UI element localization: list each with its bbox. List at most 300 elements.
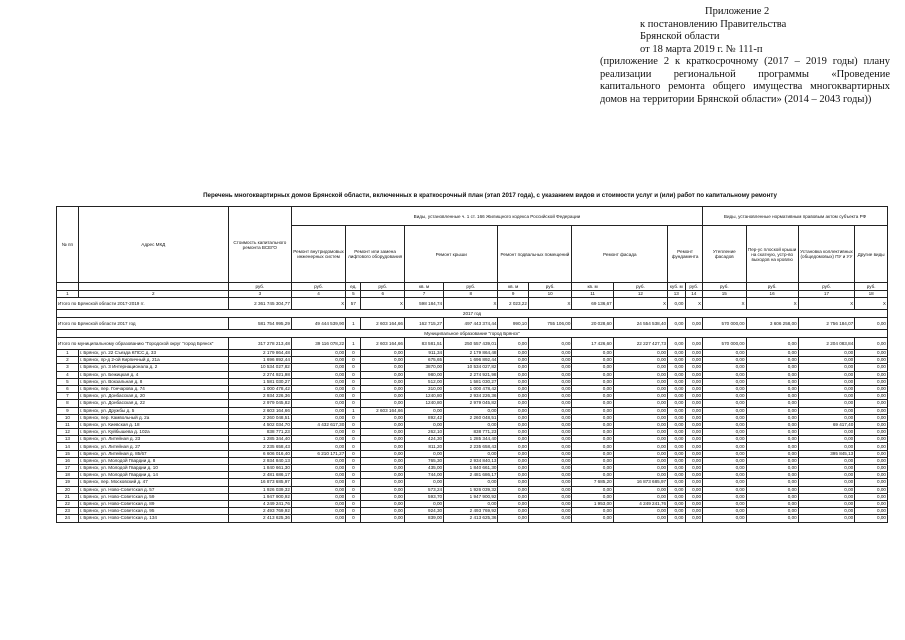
row-value: 0,00 <box>798 350 855 357</box>
unit-cell: руб. <box>291 283 345 291</box>
row-address: г. Брянск, ул. Куйбышева д. 102а <box>78 429 228 436</box>
row-value: 0,00 <box>685 457 703 464</box>
total-label: Итого по муниципальному образованию "Городской округ "город Брянск" <box>57 338 229 350</box>
column-number: 15 <box>703 291 747 298</box>
row-value: 0,00 <box>528 457 572 464</box>
row-value: 0,00 <box>498 414 528 421</box>
row-value: 0,00 <box>668 472 685 479</box>
row-number: 1 <box>57 350 79 357</box>
row-value: 0,00 <box>361 371 405 378</box>
row-value: 1 285 344,40 <box>228 436 291 443</box>
total-value: 83 581,51 <box>404 338 443 350</box>
row-value: 0,00 <box>798 393 855 400</box>
table-row <box>57 443 888 450</box>
table-row <box>57 393 888 400</box>
row-number: 13 <box>57 436 79 443</box>
row-value: 0,00 <box>291 429 345 436</box>
total-value: X <box>798 298 855 310</box>
row-value: 0,00 <box>572 421 613 428</box>
table-row <box>57 414 888 421</box>
col-basement: Ремонт подвальных помещений <box>498 226 572 283</box>
row-value: 0,00 <box>572 407 613 414</box>
row-value: 1240,80 <box>404 393 443 400</box>
row-value: 2 493 769,92 <box>228 508 291 515</box>
total-value: 570 000,00 <box>703 338 747 350</box>
row-value: 2 979 045,82 <box>228 400 291 407</box>
row-value: 0,00 <box>291 493 345 500</box>
row-value: 0,00 <box>444 500 498 507</box>
row-value: 0,00 <box>291 515 345 522</box>
row-value: 573,24 <box>404 486 443 493</box>
row-number: 15 <box>57 450 79 457</box>
row-value: 765,30 <box>404 457 443 464</box>
row-value: 0,00 <box>703 400 747 407</box>
row-value: 0,00 <box>685 364 703 371</box>
row-value: 0,00 <box>498 493 528 500</box>
row-value: 0,00 <box>444 421 498 428</box>
row-value: 0,00 <box>613 465 667 472</box>
row-value: 2 481 686,17 <box>444 472 498 479</box>
total-value: 0,00 <box>668 318 685 330</box>
column-number: 1 <box>57 291 79 298</box>
row-number: 7 <box>57 393 79 400</box>
table-row <box>57 450 888 457</box>
col-group-federal: Виды, установленные ч. 1 ст. 166 Жилищного кодекса Российской Федерации <box>291 207 702 226</box>
total-value: X <box>444 298 498 310</box>
row-value: 0,00 <box>668 515 685 522</box>
row-value: 0,00 <box>746 493 798 500</box>
row-value: 2 413 625,36 <box>228 515 291 522</box>
row-value: 0,00 <box>498 443 528 450</box>
unit-cell: руб. <box>444 283 498 291</box>
row-value: 0,00 <box>855 515 888 522</box>
row-value: 0,00 <box>685 385 703 392</box>
total-value: 990,10 <box>498 318 528 330</box>
column-numbers-row <box>57 291 888 298</box>
row-value: 2 979 045,82 <box>444 400 498 407</box>
row-address: г. Брянск, ул. Литейная д. 27 <box>78 443 228 450</box>
col-lift: Ремонт или замена лифтового оборудования <box>346 226 405 283</box>
year-label: 2017 год <box>57 310 888 318</box>
row-value: 0,00 <box>798 429 855 436</box>
column-number: 2 <box>78 291 228 298</box>
row-value: 0 <box>346 508 361 515</box>
row-value: 0,00 <box>361 400 405 407</box>
col-address: Адрес МКД <box>78 207 228 283</box>
total-value: 24 554 538,40 <box>613 318 667 330</box>
row-value: 0,00 <box>498 364 528 371</box>
row-value: 0,00 <box>404 407 443 414</box>
total-value: 2 361 745 304,77 <box>228 298 291 310</box>
row-value: 0,00 <box>746 414 798 421</box>
row-value: 0,00 <box>798 465 855 472</box>
row-value: 0,00 <box>855 414 888 421</box>
total-value: 250 557 439,01 <box>444 338 498 350</box>
row-value: 0,00 <box>668 357 685 364</box>
row-value: 1 947 900,92 <box>228 493 291 500</box>
year-row <box>57 310 888 318</box>
row-value: 0,00 <box>668 393 685 400</box>
row-value: 0,00 <box>444 450 498 457</box>
row-address: г. Брянск, пер. Камвольный д. 2а <box>78 414 228 421</box>
row-value: 0,00 <box>746 515 798 522</box>
row-value: 0,00 <box>746 450 798 457</box>
total-value: X <box>613 298 667 310</box>
total-value: 0,00 <box>855 318 888 330</box>
row-number: 5 <box>57 378 79 385</box>
row-value: 0,00 <box>528 385 572 392</box>
unit-cell: руб. <box>528 283 572 291</box>
unit-cell: кв. м <box>404 283 443 291</box>
row-value: 0,00 <box>361 393 405 400</box>
row-value: 0,00 <box>798 515 855 522</box>
row-value: 0,00 <box>572 515 613 522</box>
row-value: 1 <box>346 407 361 414</box>
row-value: 0,00 <box>855 378 888 385</box>
row-value: 0,00 <box>703 364 747 371</box>
row-value: 0,00 <box>855 407 888 414</box>
row-value: 10 534 027,82 <box>444 364 498 371</box>
row-value: 0,00 <box>291 472 345 479</box>
row-value: 2 274 921,98 <box>444 371 498 378</box>
row-value: 0,00 <box>291 350 345 357</box>
repair-plan-table <box>56 206 888 523</box>
row-value: 0,00 <box>361 486 405 493</box>
row-value: 2 481 686,17 <box>228 472 291 479</box>
row-value: 0,00 <box>746 429 798 436</box>
row-value: 0 <box>346 400 361 407</box>
column-number: 16 <box>746 291 798 298</box>
row-value: 0 <box>346 429 361 436</box>
row-value: 0,00 <box>498 486 528 493</box>
row-value: 0 <box>346 364 361 371</box>
row-address: г. Брянск, ул. Литейная д. 85/67 <box>78 450 228 457</box>
row-value: 0,00 <box>855 400 888 407</box>
row-value: 0 <box>346 421 361 428</box>
row-value: 0,00 <box>685 371 703 378</box>
row-value: 0,00 <box>498 400 528 407</box>
row-value: 838 771,23 <box>444 429 498 436</box>
row-value: 1 581 030,27 <box>444 378 498 385</box>
row-value: 0 <box>346 350 361 357</box>
row-value: 0,00 <box>668 400 685 407</box>
row-value: 4 249 241,76 <box>228 500 291 507</box>
col-other: Другие виды <box>855 226 888 283</box>
total-value: 69 136,67 <box>572 298 613 310</box>
row-number: 19 <box>57 479 79 486</box>
row-value: 1 696 892,44 <box>228 357 291 364</box>
row-value: 10 534 027,82 <box>228 364 291 371</box>
row-value: 0,00 <box>685 350 703 357</box>
row-value: 0,00 <box>613 436 667 443</box>
row-value: 0,00 <box>572 472 613 479</box>
row-value: 2 274 921,98 <box>228 371 291 378</box>
row-value: 0,00 <box>498 500 528 507</box>
row-value: 2 235 658,43 <box>228 443 291 450</box>
row-value: 0,00 <box>291 457 345 464</box>
row-value: 1 000 478,42 <box>444 385 498 392</box>
row-value: 1240,80 <box>404 400 443 407</box>
row-value: 0,00 <box>613 414 667 421</box>
row-value: 0,00 <box>361 357 405 364</box>
row-value: 0,00 <box>855 472 888 479</box>
row-value: 0,00 <box>668 407 685 414</box>
row-value: 1 840 661,30 <box>228 465 291 472</box>
row-value: 0,00 <box>685 479 703 486</box>
row-value: 0,00 <box>855 357 888 364</box>
row-value: 0,00 <box>572 357 613 364</box>
row-value: 0,00 <box>703 457 747 464</box>
row-number: 8 <box>57 400 79 407</box>
table-row <box>57 429 888 436</box>
total-region-2017 <box>57 318 888 330</box>
row-value: 0,00 <box>855 371 888 378</box>
row-value: 0,00 <box>528 500 572 507</box>
unit-cell: куб. м <box>668 283 685 291</box>
row-value: 0,00 <box>572 436 613 443</box>
table-row <box>57 400 888 407</box>
row-value: 2 260 048,51 <box>444 414 498 421</box>
row-value: 0 <box>346 465 361 472</box>
row-value: 424,30 <box>404 436 443 443</box>
row-value: 0,00 <box>361 450 405 457</box>
total-value: 57 <box>346 298 361 310</box>
row-value: 1 926 039,32 <box>444 486 498 493</box>
total-region-2017-2019 <box>57 298 888 310</box>
total-value: X <box>703 298 747 310</box>
total-value: 162 715,27 <box>404 318 443 330</box>
row-value: 0,00 <box>361 508 405 515</box>
total-value: 0,00 <box>668 338 685 350</box>
row-value: 839,00 <box>404 515 443 522</box>
unit-cell: руб. <box>798 283 855 291</box>
row-value: 0,00 <box>613 486 667 493</box>
row-value: 0,00 <box>291 378 345 385</box>
row-value: 0,00 <box>613 457 667 464</box>
row-value: 0,00 <box>361 465 405 472</box>
row-value: 0,00 <box>572 371 613 378</box>
row-value: 0,00 <box>685 450 703 457</box>
row-value: 0,00 <box>613 393 667 400</box>
row-value: 744,00 <box>404 472 443 479</box>
table-row <box>57 378 888 385</box>
total-value: 0,00 <box>685 338 703 350</box>
row-value: 2 179 864,48 <box>228 350 291 357</box>
row-value: 0,00 <box>528 407 572 414</box>
row-value: 0,00 <box>291 393 345 400</box>
row-address: г. Брянск, ул. Молодой Гвардии д. 10 <box>78 465 228 472</box>
unit-cell: руб. <box>228 283 291 291</box>
appendix-header <box>600 6 890 106</box>
row-value: 0,00 <box>613 429 667 436</box>
row-value: 0,00 <box>668 493 685 500</box>
row-value: 0,00 <box>291 443 345 450</box>
total-value: 2 204 083,84 <box>798 338 855 350</box>
row-value: 1 581 030,27 <box>228 378 291 385</box>
row-value: 0,00 <box>703 429 747 436</box>
row-address: г. Брянск, ул. Бежицкая д. 4 <box>78 371 228 378</box>
row-value: 0,00 <box>685 486 703 493</box>
row-value: 0 <box>346 378 361 385</box>
column-number: 9 <box>498 291 528 298</box>
row-value: 0,00 <box>498 393 528 400</box>
row-value: 0,00 <box>613 493 667 500</box>
row-value: 1 926 039,32 <box>228 486 291 493</box>
col-num: № пп <box>57 207 79 283</box>
row-value: 0,00 <box>703 350 747 357</box>
row-value: 1 947 900,92 <box>444 493 498 500</box>
row-value: 0,00 <box>746 364 798 371</box>
total-value: 0,00 <box>746 338 798 350</box>
row-value: 0,00 <box>798 371 855 378</box>
row-value: 0,00 <box>361 414 405 421</box>
row-value: 0,00 <box>528 479 572 486</box>
row-value: 0,00 <box>798 443 855 450</box>
column-number: 14 <box>685 291 703 298</box>
row-value: 0,00 <box>528 472 572 479</box>
row-number: 3 <box>57 364 79 371</box>
row-value: 2 493 769,92 <box>444 508 498 515</box>
row-value: 0,00 <box>685 515 703 522</box>
row-value: 2 934 840,13 <box>444 457 498 464</box>
row-value: 0,00 <box>746 500 798 507</box>
row-value: 0,00 <box>572 493 613 500</box>
row-value: 0,00 <box>746 407 798 414</box>
row-value: 0,00 <box>361 515 405 522</box>
row-value: 0,00 <box>613 508 667 515</box>
row-value: 0,00 <box>498 350 528 357</box>
row-value: 0,00 <box>572 385 613 392</box>
row-value: 0,00 <box>746 486 798 493</box>
total-value: 39 116 078,22 <box>291 338 345 350</box>
column-number: 8 <box>444 291 498 298</box>
col-foundation: Ремонт фундамента <box>668 226 703 283</box>
table-row <box>57 407 888 414</box>
row-value: 0,00 <box>572 400 613 407</box>
row-value: 1 000 478,42 <box>228 385 291 392</box>
total-value: 581 754 995,29 <box>228 318 291 330</box>
row-address: г. Брянск, пр-д 2-ой Кирпичный д. 21а <box>78 357 228 364</box>
row-value: 0,00 <box>528 465 572 472</box>
row-value: 0,00 <box>798 500 855 507</box>
row-value: 0,00 <box>361 364 405 371</box>
total-value: 49 444 539,90 <box>291 318 345 330</box>
row-value: 0,00 <box>668 385 685 392</box>
row-value: 0,00 <box>613 407 667 414</box>
column-number: 5 <box>346 291 361 298</box>
row-value: 0,00 <box>703 436 747 443</box>
total-value: X <box>685 298 703 310</box>
column-number: 4 <box>291 291 345 298</box>
row-value: 0,00 <box>291 414 345 421</box>
row-value: 0,00 <box>498 385 528 392</box>
row-value: 0,00 <box>613 450 667 457</box>
row-value: 0,00 <box>498 479 528 486</box>
row-value: 0,00 <box>703 465 747 472</box>
total-value: 1 <box>346 318 361 330</box>
row-value: 0,00 <box>528 357 572 364</box>
column-number: 6 <box>361 291 405 298</box>
row-value: 0,00 <box>668 443 685 450</box>
row-value: 0,00 <box>668 486 685 493</box>
row-value: 0,00 <box>685 421 703 428</box>
row-value: 4 432 617,30 <box>291 421 345 428</box>
row-value: 0,00 <box>668 508 685 515</box>
row-address: г. Брянск, ул. Ново-Советская д. 59 <box>78 493 228 500</box>
row-number: 23 <box>57 508 79 515</box>
column-number: 13 <box>668 291 685 298</box>
row-value: 0,00 <box>798 378 855 385</box>
row-value: 0,00 <box>291 436 345 443</box>
row-value: 1 696 892,44 <box>444 357 498 364</box>
row-value: 0,00 <box>361 385 405 392</box>
row-value: 0,00 <box>291 486 345 493</box>
row-value: 0 <box>346 493 361 500</box>
row-value: 0,00 <box>746 378 798 385</box>
row-value: 0,00 <box>855 421 888 428</box>
row-number: 11 <box>57 421 79 428</box>
row-value: 3870,00 <box>404 364 443 371</box>
row-value: 0,00 <box>668 364 685 371</box>
row-value: 0,00 <box>361 457 405 464</box>
row-value: 2 603 164,66 <box>228 407 291 414</box>
row-value: 1 953,00 <box>572 500 613 507</box>
row-value: 0,00 <box>685 393 703 400</box>
row-value: 7 685,20 <box>572 479 613 486</box>
col-meters: Установка коллективных (общедомовых) ПУ и УУ <box>798 226 855 283</box>
total-value: 317 278 213,48 <box>228 338 291 350</box>
row-value: 0,00 <box>703 479 747 486</box>
row-value: 0,00 <box>498 515 528 522</box>
row-value: 0,00 <box>291 500 345 507</box>
total-value: 0,00 <box>685 318 703 330</box>
row-value: 0 <box>346 443 361 450</box>
row-number: 18 <box>57 472 79 479</box>
total-value: X <box>528 298 572 310</box>
column-number: 12 <box>613 291 667 298</box>
row-value: 0 <box>346 515 361 522</box>
row-number: 2 <box>57 357 79 364</box>
row-value: 0,00 <box>668 371 685 378</box>
row-value: 0,00 <box>613 421 667 428</box>
row-value: 0,00 <box>685 472 703 479</box>
row-value: 0,00 <box>528 378 572 385</box>
row-value: 0,00 <box>703 472 747 479</box>
row-value: 0,00 <box>668 350 685 357</box>
row-value: 0,00 <box>798 472 855 479</box>
row-value: 0,00 <box>703 515 747 522</box>
row-value: 0,00 <box>572 414 613 421</box>
row-value: 2 179 864,48 <box>444 350 498 357</box>
row-number: 21 <box>57 493 79 500</box>
row-value: 0,00 <box>746 350 798 357</box>
row-value: 0,00 <box>798 493 855 500</box>
row-number: 12 <box>57 429 79 436</box>
row-value: 0 <box>346 385 361 392</box>
row-value: 0,00 <box>685 443 703 450</box>
col-pitched-roof: Пер-ус плоской крыши на скатную, устр-во выходов на кровлю <box>746 226 798 283</box>
col-insulation: Утепление фасадов <box>703 226 747 283</box>
row-value: 0 <box>346 414 361 421</box>
row-value: 0,00 <box>528 400 572 407</box>
row-value: 0,00 <box>572 450 613 457</box>
row-value: 0,00 <box>572 350 613 357</box>
unit-cell: руб. <box>613 283 667 291</box>
row-value: 675,65 <box>404 357 443 364</box>
row-value: 0,00 <box>572 429 613 436</box>
row-value: 0,00 <box>613 371 667 378</box>
row-value: 0,00 <box>855 385 888 392</box>
